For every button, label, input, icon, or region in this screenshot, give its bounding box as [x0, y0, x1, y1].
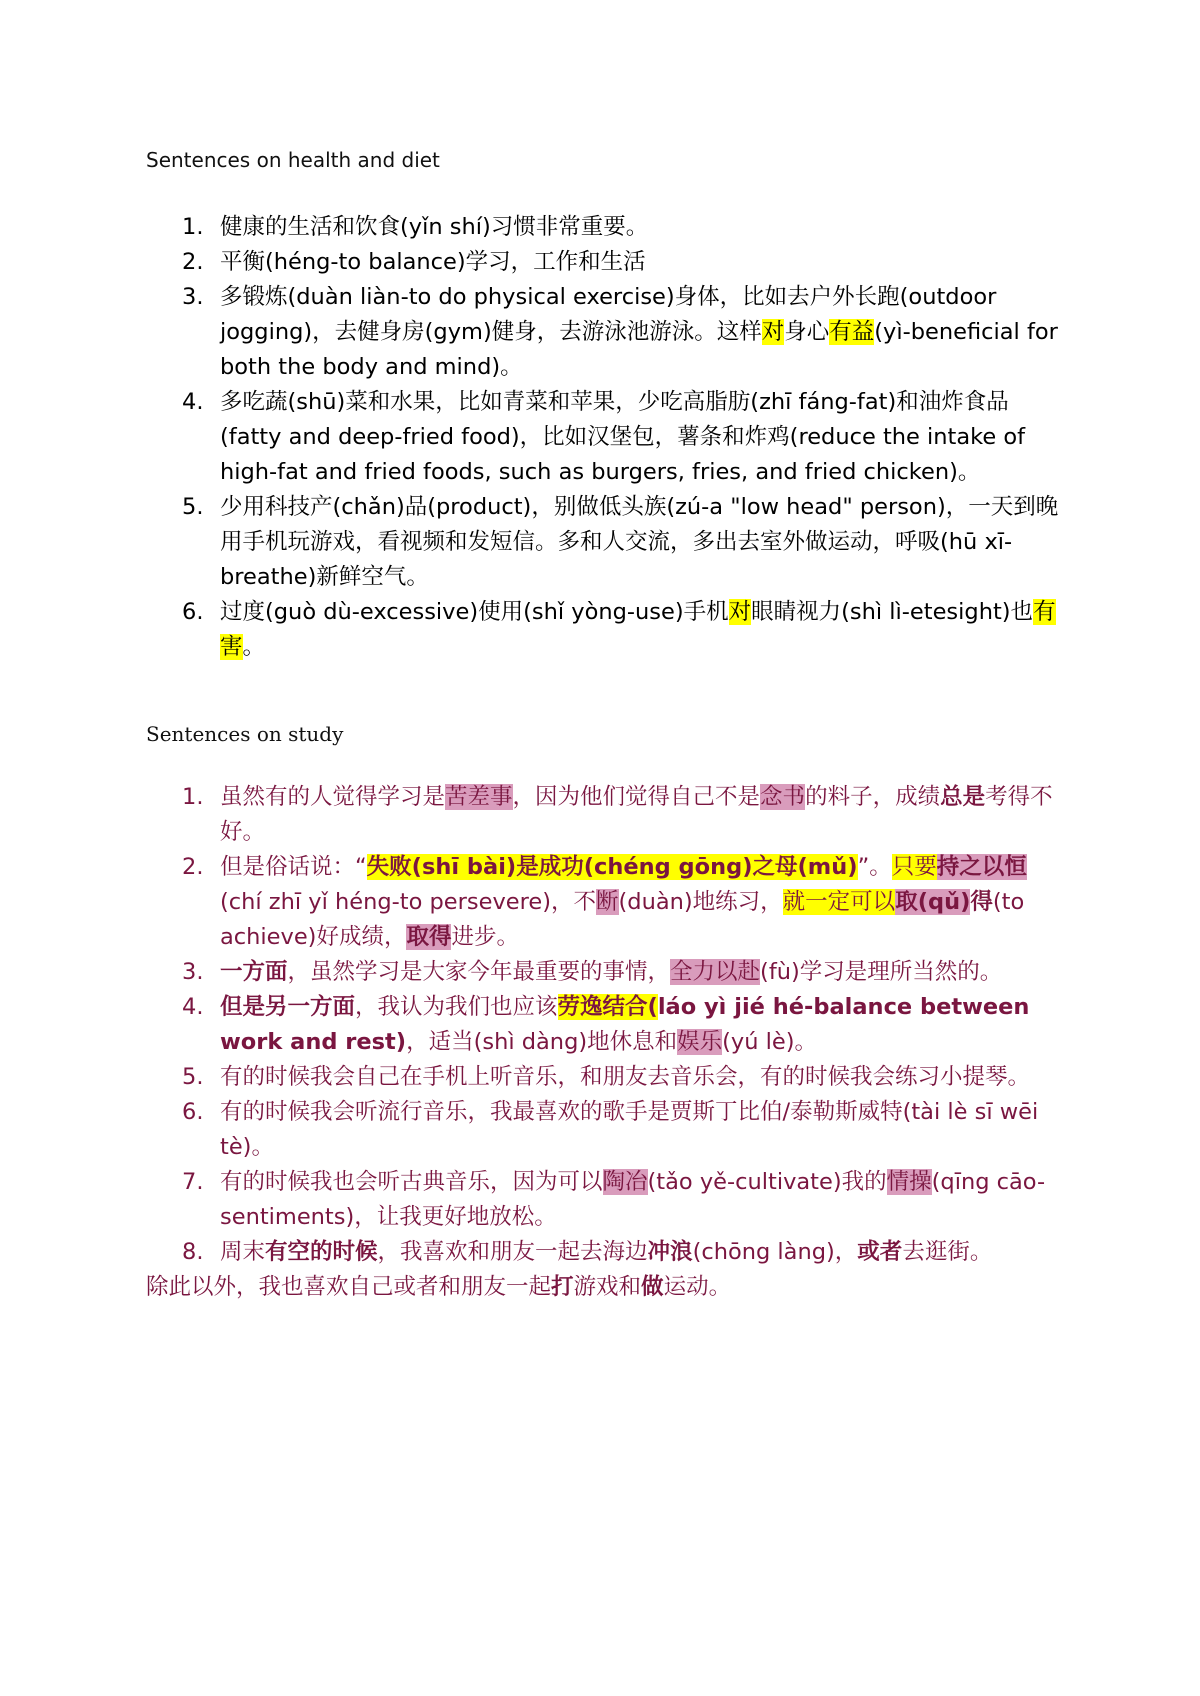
list-number: 6. — [182, 1099, 204, 1125]
highlighted-text: 娱乐 — [677, 1029, 723, 1055]
highlighted-text: 持之以恒 — [936, 854, 1027, 880]
sentence-text: 身心 — [784, 319, 830, 345]
list-item — [146, 385, 1066, 490]
sentence-text: 有的时候我也会听古典音乐，因为可以 — [220, 1169, 603, 1195]
highlighted-text: 失败(shī bài)是成功(chéng gōng)之母(mǔ) — [366, 854, 858, 880]
sentence-text: 周末 — [220, 1239, 266, 1265]
list-item — [146, 595, 1066, 665]
list-number: 2. — [182, 854, 204, 880]
highlighted-text: 只要 — [891, 854, 937, 880]
sentence-text: (chí zhī yǐ héng-to persevere)，不 — [220, 889, 596, 915]
sentence-text: ”。 — [857, 854, 892, 880]
sentence-text: (qīng cāo-sentiments)，让我更好地放松。 — [220, 1169, 1046, 1230]
highlighted-text: 情操 — [886, 1169, 932, 1195]
sentence-text: 运动。 — [663, 1274, 732, 1300]
highlighted-text: 全力以赴 — [670, 959, 761, 985]
sentence-text: 健康的生活和饮食(yǐn shí)习惯非常重要。 — [220, 214, 649, 240]
bold-text: 冲浪 — [647, 1239, 693, 1265]
list-number: 3. — [182, 959, 204, 985]
highlighted-text: 有益 — [829, 319, 875, 345]
bold-text: 有空的时候 — [265, 1239, 378, 1265]
highlighted-text: 有害 — [220, 599, 1056, 660]
sentence-text: (to achieve)好成绩， — [220, 889, 1025, 950]
highlighted-text: 对 — [761, 319, 785, 345]
list-item — [146, 955, 1066, 990]
section-heading-health: Sentences on health and diet — [146, 148, 440, 172]
list-item — [146, 850, 1066, 955]
list-number: 6. — [182, 599, 204, 625]
sentence-text: 去逛街。 — [902, 1239, 993, 1265]
sentence-text: 游戏和 — [573, 1274, 642, 1300]
highlighted-text: 对 — [728, 599, 752, 625]
highlighted-text: 取得 — [406, 924, 452, 950]
list-number: 4. — [182, 389, 204, 415]
list-item — [146, 990, 1066, 1060]
bold-text: 总是 — [940, 784, 986, 810]
bold-text: 一方面 — [220, 959, 288, 985]
list-item — [146, 1060, 1066, 1095]
sentence-text: 过度(guò dù-excessive)使用(shǐ yòng-use)手机 — [220, 599, 729, 625]
bold-text: 打 — [551, 1274, 574, 1300]
list-number: 2. — [182, 249, 204, 275]
sentence-text: (tǎo yě-cultivate)我的 — [647, 1169, 887, 1195]
highlighted-text: 断 — [596, 889, 619, 915]
list-item — [146, 1235, 1066, 1270]
sentence-text: 少用科技产(chǎn)品(product)，别做低头族(zú-a "low head" person)，一天到晚用手机玩游戏，看视频和发短信。多和人交流，多出去室外做运动，呼吸(hū xī-breathe)新鲜空气。 — [220, 494, 1059, 590]
list-number: 1. — [182, 784, 204, 810]
highlighted-text: 陶冶 — [602, 1169, 648, 1195]
sentence-text: 的料子，成绩 — [805, 784, 941, 810]
sentence-text: 。 — [242, 634, 266, 660]
health-sentence-list — [146, 210, 1066, 665]
sentence-text: (yì-beneficial for both the body and mind)。 — [220, 319, 1058, 380]
list-number: 3. — [182, 284, 204, 310]
sentence-text: 虽然有的人觉得学习是 — [220, 784, 446, 810]
list-number: 5. — [182, 1064, 204, 1090]
section-heading-study: Sentences on study — [146, 722, 344, 746]
list-item — [146, 1095, 1066, 1165]
sentence-text: ，因为他们觉得自己不是 — [512, 784, 761, 810]
list-item — [146, 780, 1066, 850]
sentence-text: 有的时候我会听流行音乐，我最喜欢的歌手是贾斯丁比伯/泰勒斯威特(tài lè sī wēi tè)。 — [220, 1099, 1039, 1160]
sentence-text: ，适当(shì dàng)地休息和 — [406, 1029, 678, 1055]
list-item — [146, 210, 1066, 245]
sentence-text: (fù)学习是理所当然的。 — [760, 959, 1003, 985]
sentence-text: 除此以外，我也喜欢自己或者和朋友一起 — [146, 1274, 552, 1300]
sentence-text: 考得不好。 — [220, 784, 1053, 845]
bold-text: láo yì jié hé-balance between work and rest) — [220, 994, 1030, 1055]
list-item — [146, 1165, 1066, 1235]
sentence-text: 平衡(héng-to balance)学习，工作和生活 — [220, 249, 646, 275]
sentence-text: 多吃蔬(shū)菜和水果，比如青菜和苹果，少吃高脂肪(zhī fáng-fat)和油炸食品(fatty and deep-fried food)，比如汉堡包，薯条和炸鸡(reduce the intake of high-fat and fried foods, such as burgers, fries, and fried chicken)。 — [220, 389, 1026, 485]
bold-text: 但是另一方面 — [220, 994, 356, 1020]
highlighted-text: 取(qǔ) — [895, 889, 971, 915]
sentence-text: (chōng làng)， — [692, 1239, 858, 1265]
bold-text: 得 — [970, 889, 993, 915]
list-number: 5. — [182, 494, 204, 520]
bold-text: 做 — [641, 1274, 664, 1300]
bold-text: 或者 — [857, 1239, 903, 1265]
sentence-text: 进步。 — [451, 924, 519, 950]
highlighted-text: 劳逸结合( — [557, 994, 658, 1020]
sentence-text: 有的时候我会自己在手机上听音乐，和朋友去音乐会，有的时候我会练习小提琴。 — [220, 1064, 1031, 1090]
list-item — [146, 280, 1066, 385]
trailing-paragraph — [146, 1270, 1066, 1305]
sentence-text: ，我认为我们也应该 — [355, 994, 558, 1020]
highlighted-text: 念书 — [760, 784, 806, 810]
sentence-text: ，虽然学习是大家今年最重要的事情， — [287, 959, 671, 985]
highlighted-text: 苦差事 — [445, 784, 513, 810]
sentence-text: (duàn)地练习， — [618, 889, 783, 915]
list-number: 7. — [182, 1169, 204, 1195]
sentence-text: ，我喜欢和朋友一起去海边 — [377, 1239, 648, 1265]
list-number: 1. — [182, 214, 204, 240]
sentence-text: 但是俗话说：“ — [220, 854, 367, 880]
list-number: 8. — [182, 1239, 204, 1265]
sentence-text: 眼睛视力(shì lì-etesight)也 — [751, 599, 1034, 625]
study-sentence-list — [146, 780, 1066, 1305]
highlighted-text: 就一定可以 — [782, 889, 896, 915]
list-number: 4. — [182, 994, 204, 1020]
sentence-text: 多锻炼(duàn liàn-to do physical exercise)身体，比如去户外长跑(outdoor jogging)，去健身房(gym)健身，去游泳池游泳。这样 — [220, 284, 997, 345]
sentence-text: (yú lè)。 — [722, 1029, 818, 1055]
list-item — [146, 245, 1066, 280]
list-item — [146, 490, 1066, 595]
